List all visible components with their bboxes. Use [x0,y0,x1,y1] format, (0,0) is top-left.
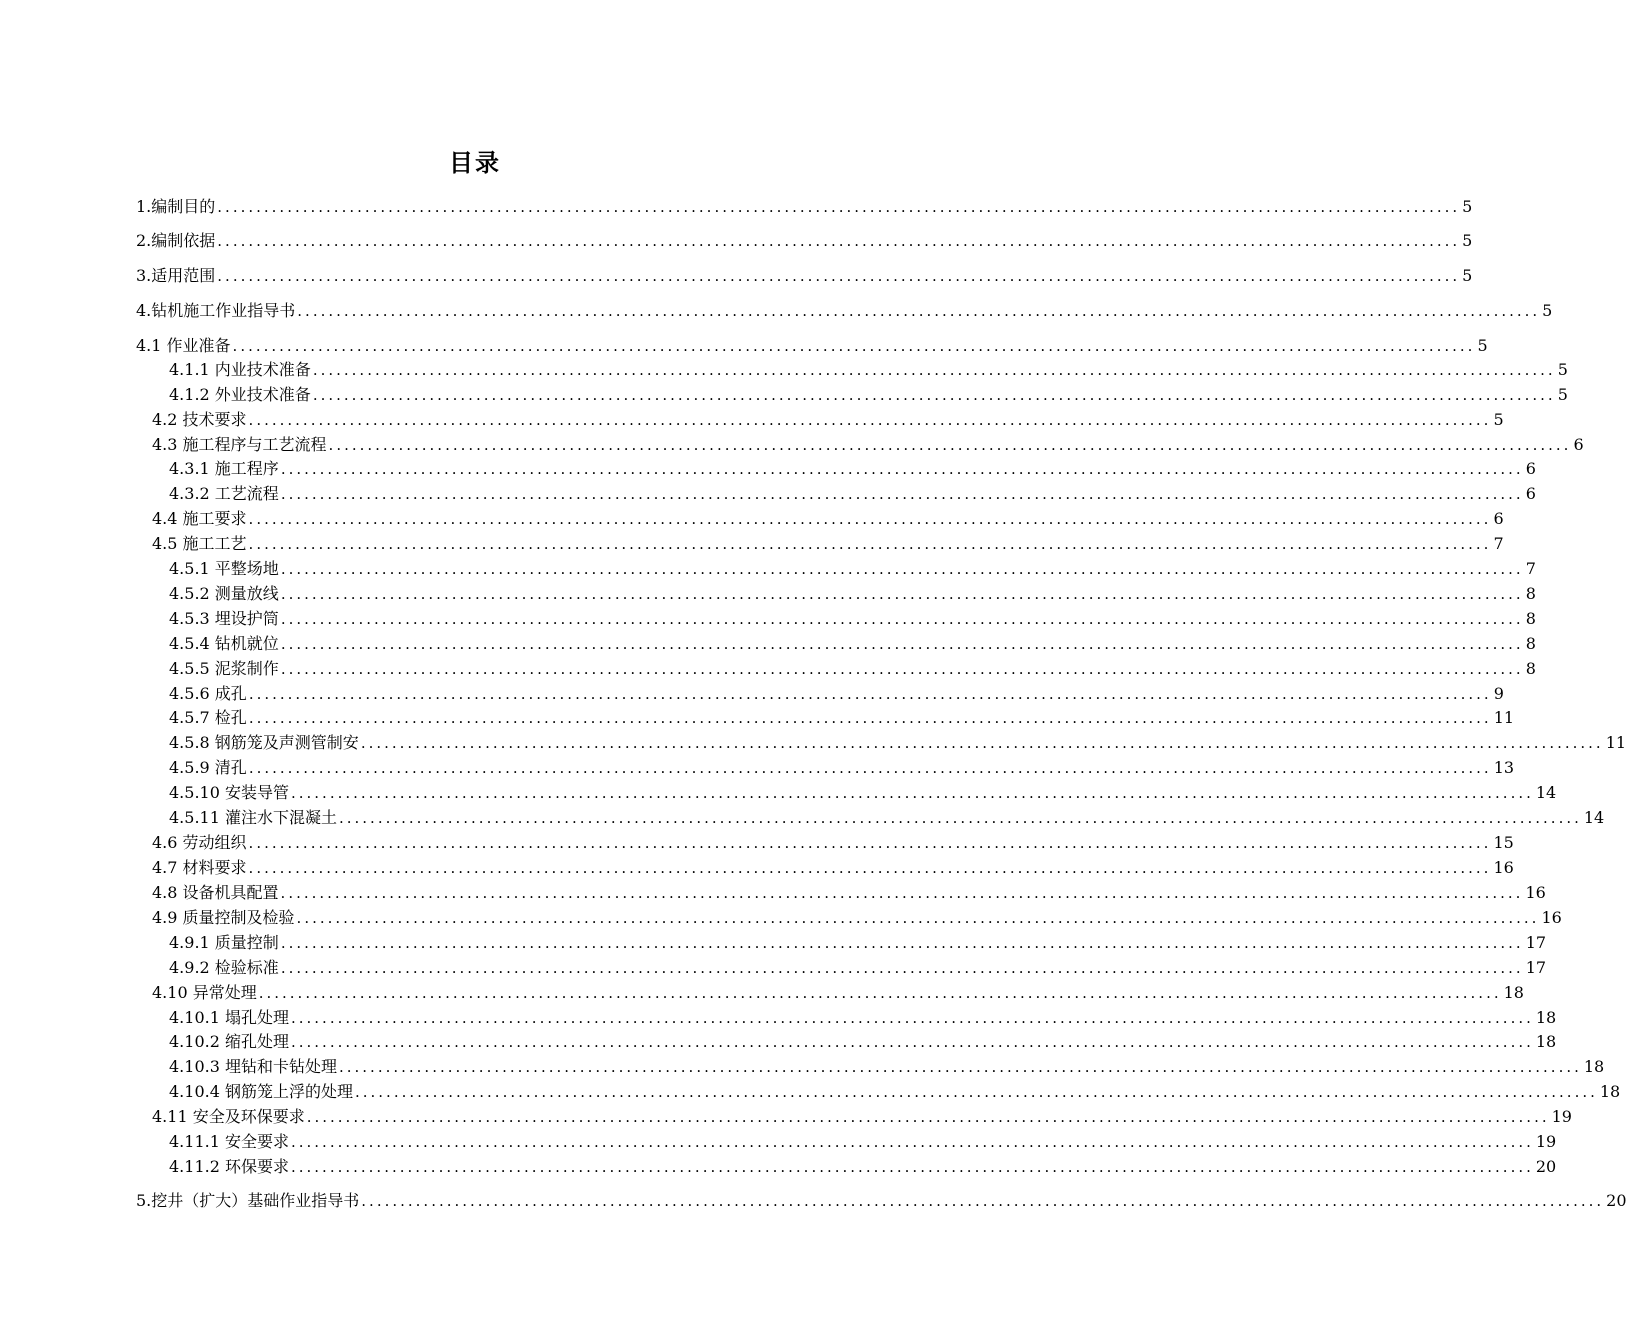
toc-page-number: 6 [1525,459,1536,478]
toc-page-number: 19 [1535,1132,1557,1151]
toc-entry[interactable] [169,658,1536,680]
toc-entry[interactable] [152,832,1514,854]
toc-page-number: 6 [1493,509,1504,528]
toc-entry[interactable] [169,683,1504,705]
toc-entry[interactable] [169,483,1536,505]
toc-leader-dots: ................................................................................................................................................................ [312,386,1556,404]
toc-entry-label: 4.5.9 清孔 [169,758,247,777]
toc-entry-label: 4.5.5 泥浆制作 [169,659,279,678]
toc-entry-label: 4.5.1 平整场地 [169,559,279,578]
toc-page-number: 7 [1493,534,1504,553]
toc-page-number: 14 [1535,783,1557,802]
toc-entry-label: 4.9.2 检验标准 [169,958,279,977]
toc-leader-dots: ................................................................................................................................................................ [248,759,1492,777]
toc-entry[interactable] [169,1081,1621,1103]
toc-entry[interactable] [169,633,1536,655]
toc-page-number: 5 [1557,385,1568,404]
toc-entry-label: 4.10.1 塌孔处理 [169,1008,289,1027]
toc-page-number: 5 [1557,360,1568,379]
toc-entry-label: 4.10.2 缩孔处理 [169,1032,289,1051]
toc-page-number: 6 [1525,484,1536,503]
toc-entry[interactable] [169,807,1605,829]
toc-entry[interactable] [169,1131,1557,1153]
toc-entry[interactable] [152,982,1524,1004]
toc-leader-dots: ................................................................................................................................................................ [290,1033,1534,1051]
toc-page-number: 9 [1493,684,1504,703]
toc-page-number: 8 [1525,659,1536,678]
toc-entry-label: 4.5.8 钢筋笼及声测管制安 [169,733,359,752]
toc-leader-dots: ................................................................................................................................................................ [248,859,1492,877]
toc-page-number: 6 [1573,435,1584,454]
toc-page-number: 20 [1606,1191,1627,1210]
toc-leader-dots: ................................................................................................................................................................ [280,485,1524,503]
toc-page-number: 18 [1535,1008,1557,1027]
toc-page-number: 18 [1583,1057,1605,1076]
toc-page-number: 17 [1525,958,1547,977]
toc-entry[interactable] [136,335,1488,357]
toc-entry[interactable] [169,359,1568,381]
toc-entry[interactable] [169,583,1536,605]
toc-leader-dots: ................................................................................................................................................................ [297,302,1541,320]
toc-leader-dots: ................................................................................................................................................................ [248,685,1492,703]
toc-entry[interactable] [136,230,1473,252]
toc-page-number: 5 [1493,410,1504,429]
toc-entry-label: 4.11.2 环保要求 [169,1157,289,1176]
toc-leader-dots: ................................................................................................................................................................ [280,660,1524,678]
toc-page-number: 18 [1599,1082,1621,1101]
toc-leader-dots: ................................................................................................................................................................ [232,337,1476,355]
toc-entry-label: 4.3.2 工艺流程 [169,484,279,503]
toc-entry-label: 4.1 作业准备 [136,336,231,355]
toc-page-number: 16 [1541,908,1562,927]
toc-leader-dots: ................................................................................................................................................................ [248,510,1492,528]
toc-entry[interactable] [136,265,1473,287]
toc-page-number: 5 [1462,197,1473,216]
toc-entry-label: 1.编制目的 [136,197,216,216]
toc-entry[interactable] [169,1007,1557,1029]
toc-leader-dots: ................................................................................................................................................................ [290,784,1534,802]
toc-entry-label: 4.5.11 灌注水下混凝土 [169,808,337,827]
toc-entry[interactable] [152,882,1546,904]
toc-page-number: 19 [1551,1107,1572,1126]
toc-leader-dots: ................................................................................................................................................................ [280,934,1524,952]
toc-entry[interactable] [169,1156,1557,1178]
toc-page-number: 8 [1525,584,1536,603]
toc-entry-label: 4.8 设备机具配置 [152,883,279,902]
toc-page-number: 16 [1525,883,1546,902]
toc-leader-dots: ................................................................................................................................................................ [248,535,1492,553]
toc-entry[interactable] [169,707,1515,729]
toc-leader-dots: ................................................................................................................................................................ [328,436,1572,454]
toc-page-number: 14 [1583,808,1605,827]
toc-entry[interactable] [169,384,1568,406]
toc-leader-dots: ................................................................................................................................................................ [354,1083,1598,1101]
toc-page-number: 11 [1493,708,1515,727]
toc-page-number: 5 [1477,336,1488,355]
toc-leader-dots: ................................................................................................................................................................ [248,411,1492,429]
toc-entry-label: 4.4 施工要求 [152,509,247,528]
toc-leader-dots: ................................................................................................................................................................ [248,709,1492,727]
toc-entry-label: 4.5.7 检孔 [169,708,247,727]
toc-entry[interactable] [169,732,1627,754]
toc-entry-label: 4.5.10 安装导管 [169,783,289,802]
toc-entry-label: 4.6 劳动组织 [152,833,247,852]
toc-leader-dots: ................................................................................................................................................................ [217,232,1461,250]
toc-entry-label: 4.9.1 质量控制 [169,933,279,952]
toc-entry-label: 4.10.3 埋钻和卡钻处理 [169,1057,337,1076]
toc-leader-dots: ................................................................................................................................................................ [361,1192,1605,1210]
toc-page-number: 8 [1525,634,1536,653]
toc-leader-dots: ................................................................................................................................................................ [338,1058,1582,1076]
toc-entry[interactable] [136,1190,1627,1212]
toc-page-number: 11 [1605,733,1627,752]
toc-entry-label: 3.适用范围 [136,266,216,285]
toc-leader-dots: ................................................................................................................................................................ [217,198,1461,216]
toc-entry[interactable] [136,300,1553,322]
toc-page-number: 17 [1525,933,1547,952]
toc-entry-label: 4.1.1 内业技术准备 [169,360,311,379]
toc-entry-label: 4.5.3 埋设护筒 [169,609,279,628]
toc-entry-label: 4.7 材料要求 [152,858,247,877]
toc-entry-label: 4.2 技术要求 [152,410,247,429]
toc-leader-dots: ................................................................................................................................................................ [280,585,1524,603]
toc-entry-label: 4.3 施工程序与工艺流程 [152,435,327,454]
toc-entry[interactable] [152,857,1514,879]
toc-leader-dots: ................................................................................................................................................................ [280,460,1524,478]
toc-entry[interactable] [152,409,1504,431]
toc-page-number: 5 [1462,231,1473,250]
toc-leader-dots: ................................................................................................................................................................ [280,884,1524,902]
toc-entry[interactable] [169,782,1557,804]
toc-leader-dots: ................................................................................................................................................................ [306,1108,1550,1126]
toc-entry[interactable] [169,932,1547,954]
toc-page-number: 5 [1462,266,1473,285]
toc-entry-label: 4.5.4 钻机就位 [169,634,279,653]
toc-entry[interactable] [169,608,1536,630]
toc-entry-label: 4.11.1 安全要求 [169,1132,289,1151]
toc-entry[interactable] [152,533,1504,555]
toc-entry-label: 4.钻机施工作业指导书 [136,301,296,320]
toc-entry[interactable] [169,558,1536,580]
toc-entry[interactable] [152,1106,1572,1128]
toc-leader-dots: ................................................................................................................................................................ [338,809,1582,827]
toc-entry-label: 5.挖井（扩大）基础作业指导书 [136,1191,360,1210]
toc-entry-label: 4.1.2 外业技术准备 [169,385,311,404]
toc-entry-label: 4.5.2 测量放线 [169,584,279,603]
toc-page-number: 20 [1535,1157,1557,1176]
toc-title: 目录 [449,149,501,177]
toc-page-number: 8 [1525,609,1536,628]
toc-entry[interactable] [169,757,1515,779]
toc-page-number: 18 [1535,1032,1557,1051]
toc-leader-dots: ................................................................................................................................................................ [280,959,1524,977]
toc-entry[interactable] [169,1031,1557,1053]
toc-entry-label: 4.10.4 钢筋笼上浮的处理 [169,1082,353,1101]
toc-entry-label: 4.5 施工工艺 [152,534,247,553]
toc-leader-dots: ................................................................................................................................................................ [258,984,1502,1002]
toc-entry[interactable] [136,196,1473,218]
toc-entry-label: 2.编制依据 [136,231,216,250]
toc-page-number: 18 [1503,983,1524,1002]
toc-entry-label: 4.9 质量控制及检验 [152,908,295,927]
toc-leader-dots: ................................................................................................................................................................ [360,734,1604,752]
toc-entry[interactable] [169,458,1536,480]
toc-entry[interactable] [152,508,1504,530]
toc-page-number: 7 [1525,559,1536,578]
toc-leader-dots: ................................................................................................................................................................ [296,909,1540,927]
toc-leader-dots: ................................................................................................................................................................ [290,1009,1534,1027]
toc-page-number: 15 [1493,833,1514,852]
toc-entry[interactable] [152,907,1562,929]
toc-leader-dots: ................................................................................................................................................................ [280,560,1524,578]
toc-page-number: 13 [1493,758,1515,777]
toc-leader-dots: ................................................................................................................................................................ [280,610,1524,628]
toc-entry[interactable] [169,957,1547,979]
toc-entry-label: 4.10 异常处理 [152,983,257,1002]
toc-leader-dots: ................................................................................................................................................................ [280,635,1524,653]
toc-leader-dots: ................................................................................................................................................................ [290,1158,1534,1176]
toc-page-number: 16 [1493,858,1514,877]
toc-entry-label: 4.5.6 成孔 [169,684,247,703]
toc-entry[interactable] [169,1056,1605,1078]
toc-leader-dots: ................................................................................................................................................................ [312,361,1556,379]
toc-leader-dots: ................................................................................................................................................................ [248,834,1492,852]
toc-entry[interactable] [152,434,1584,456]
toc-leader-dots: ................................................................................................................................................................ [217,267,1461,285]
toc-entry-label: 4.11 安全及环保要求 [152,1107,305,1126]
toc-entry-label: 4.3.1 施工程序 [169,459,279,478]
toc-page-number: 5 [1542,301,1553,320]
toc-leader-dots: ................................................................................................................................................................ [290,1133,1534,1151]
